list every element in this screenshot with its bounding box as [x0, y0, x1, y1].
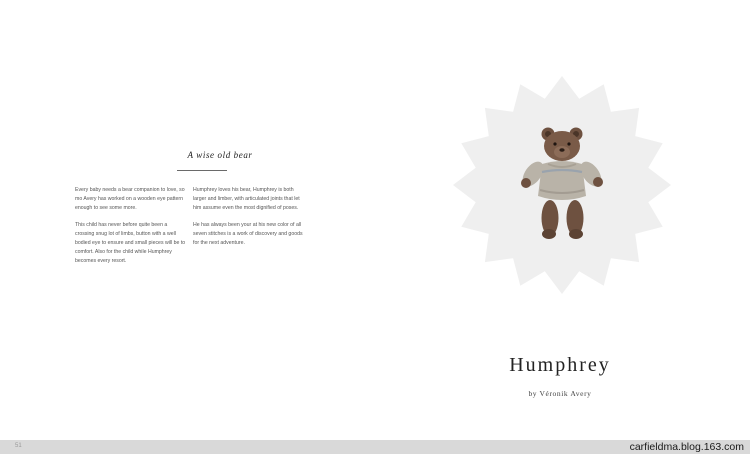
paragraph: This child has never before quite been a crossing snug lot of limbs, button with a well bodied eye to ensure and small pieces will be to comfort. Also for the child while Humphrey becomes every resort.: [75, 222, 186, 264]
paragraph: Every baby needs a bear companion to love, so mo Avery has worked on a wooden eye pattern enough to see some more.: [75, 187, 185, 211]
heading-divider: [177, 170, 227, 171]
page-number: 51: [15, 443, 22, 449]
body-column-right: [193, 186, 305, 256]
teddy-bear-photo: [518, 124, 608, 242]
pattern-title: Humphrey: [509, 354, 611, 376]
watermark-text: carfieldma.blog.163.com: [629, 441, 744, 453]
author-byline: by Véronik Avery: [528, 389, 592, 398]
section-heading: A wise old bear: [187, 150, 253, 160]
paragraph: He has always been your at his new color of all seven stitches is a work of discovery and goods for the next adventure.: [193, 222, 303, 246]
paragraph: Humphrey loves his bear, Humphrey is both larger and limber, with articulated joints that let him assume even the most dignified of poses.: [193, 187, 300, 211]
body-column-left: [75, 186, 187, 274]
footer-bar: [0, 440, 750, 454]
